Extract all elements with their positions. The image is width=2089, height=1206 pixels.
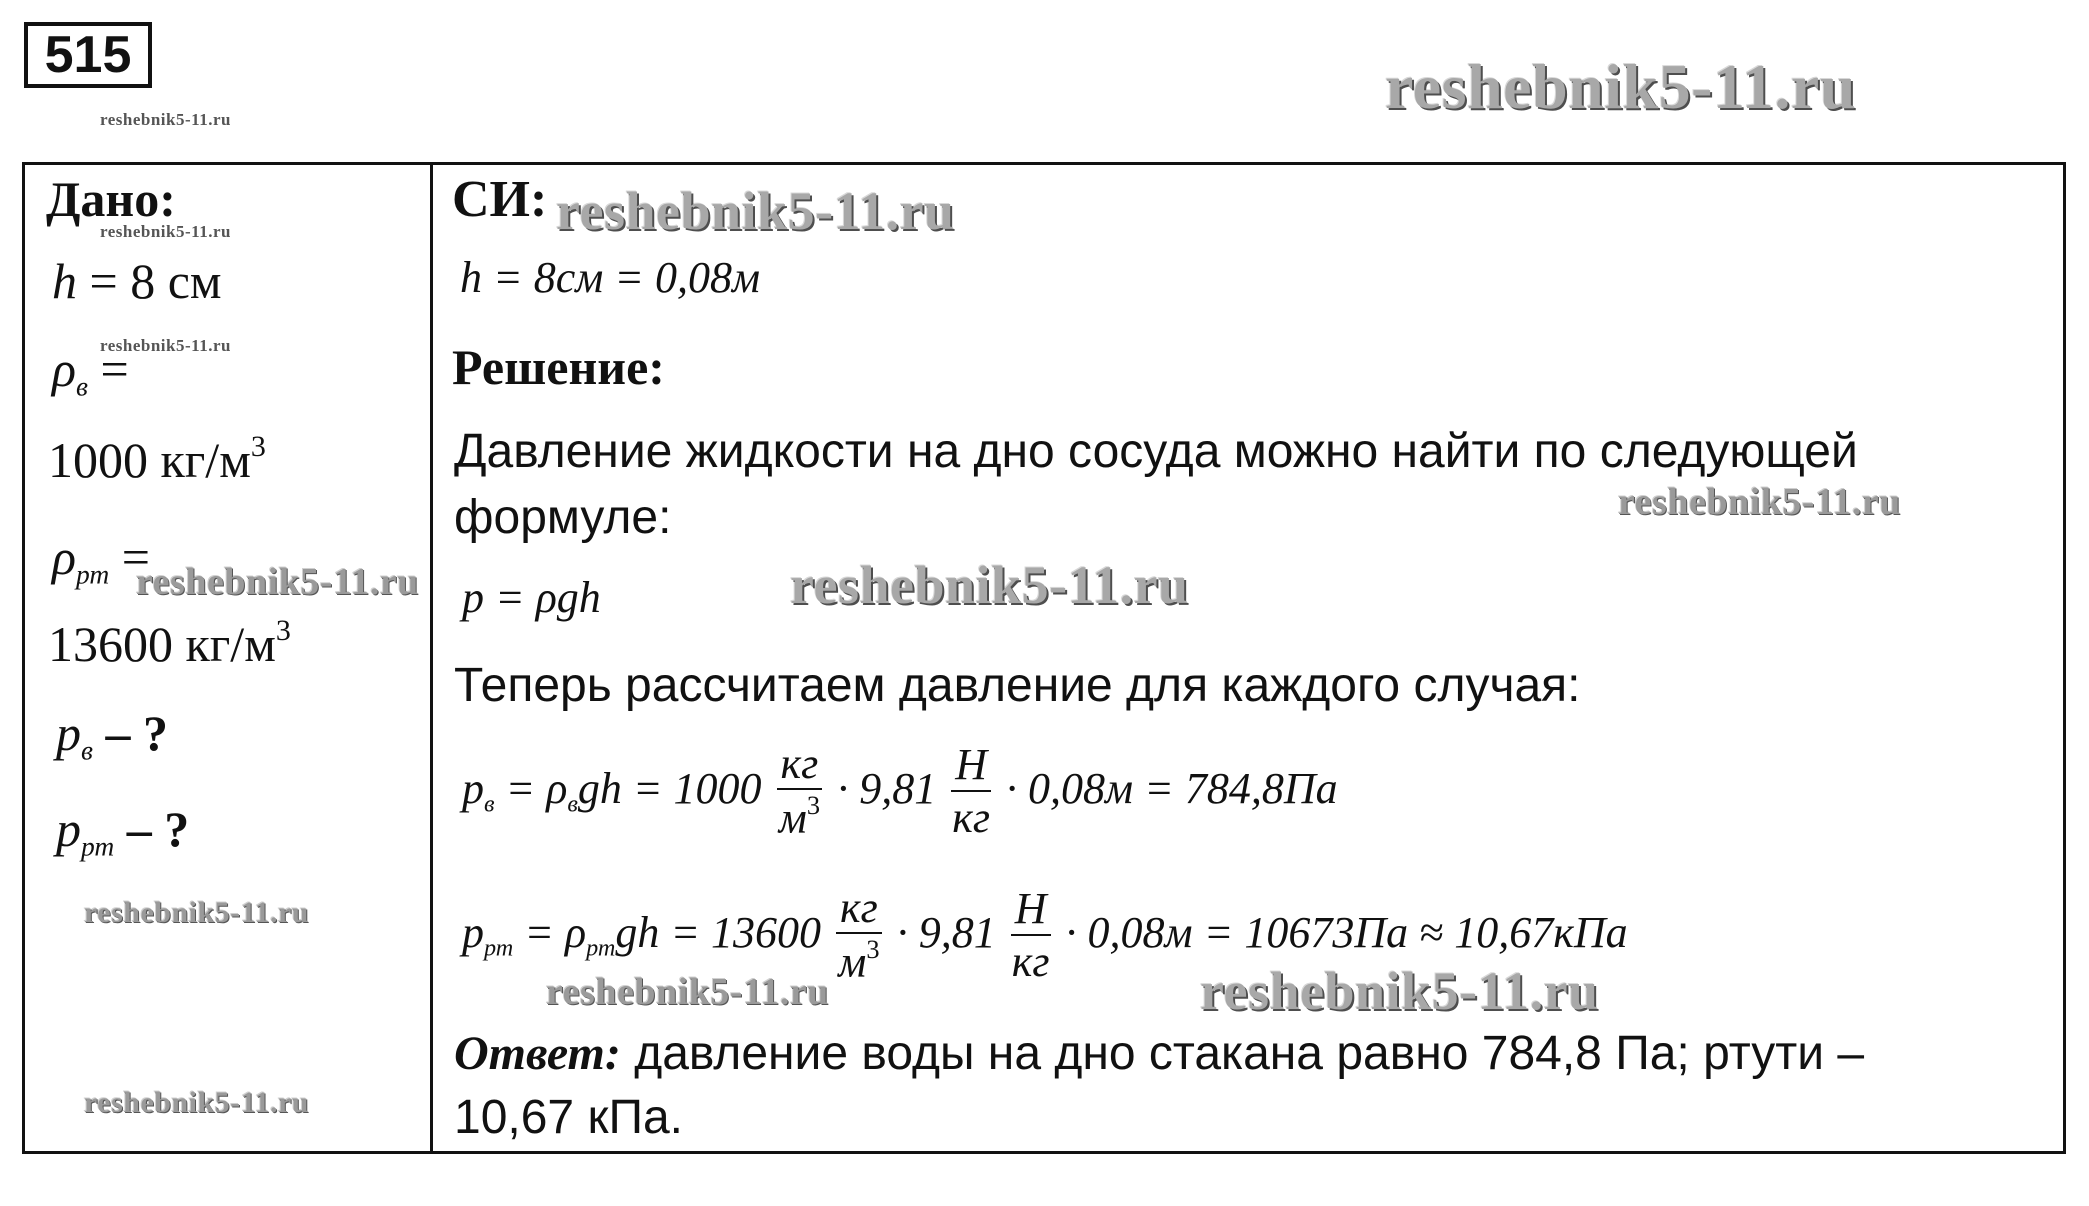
unknown-p-mercury — [56, 800, 189, 863]
eq2-mid-sub: рт — [586, 934, 616, 962]
watermark: reshebnik5-11.ru — [84, 896, 309, 929]
eq1-mid: = ρ — [505, 763, 568, 813]
answer-line2: 10,67 кПа. — [454, 1091, 683, 1144]
pressure-formula: p = ρgh — [462, 573, 601, 622]
watermark: reshebnik5-11.ru — [1385, 51, 1856, 122]
eq1-result: · 0,08м = 784,8Па — [1006, 763, 1338, 813]
p-w-sub: в — [81, 734, 93, 766]
watermark: reshebnik5-11.ru — [100, 336, 231, 355]
column-divider — [430, 162, 433, 1154]
p-w-symbol: p — [56, 705, 81, 761]
rho-m-sub: рт — [76, 558, 110, 590]
h-symbol: h — [52, 253, 77, 309]
eq2-lhs: p — [462, 907, 484, 957]
eq2-mid: = ρ — [524, 907, 587, 957]
eq2-result: · 0,08м = 10673Па ≈ 10,67кПа — [1065, 907, 1628, 957]
watermark: reshebnik5-11.ru — [84, 1086, 309, 1119]
watermark: reshebnik5-11.ru — [790, 555, 1189, 615]
eq1-lhs-sub: в — [484, 790, 495, 818]
problem-number: 515 — [24, 22, 152, 88]
rho-m-eq: = — [121, 529, 150, 585]
si-conversion: h = 8см = 0,08м — [460, 253, 761, 302]
rho-w-value: 1000 кг/м — [48, 432, 251, 488]
given-h — [52, 252, 222, 310]
si-title: СИ: — [452, 171, 548, 228]
eq2-fraction-g-unit: $\frac{Н}{кг}$ — [1011, 884, 1050, 986]
rho-w-sub: в — [76, 370, 88, 402]
eq1-mid2: gh = 1000 — [577, 763, 762, 813]
given-rho-water-value — [48, 430, 266, 489]
watermark: reshebnik5-11.ru — [1618, 481, 1901, 523]
eq1-fraction-g-unit: $\frac{Н}{кг}$ — [952, 740, 991, 842]
watermark: reshebnik5-11.ru — [556, 181, 955, 241]
p-m-question: – ? — [126, 801, 190, 857]
watermark: reshebnik5-11.ru — [1200, 961, 1599, 1021]
rho-m-symbol: ρ — [52, 529, 76, 585]
solution-intro-line1: Давление жидкости на дно сосуда можно найти по следующей — [454, 425, 1858, 478]
watermark: reshebnik5-11.ru — [136, 561, 419, 603]
eq1-g: · 9,81 — [837, 763, 937, 813]
given-title: Дано: — [46, 171, 176, 227]
rho-w-symbol: ρ — [52, 341, 76, 397]
unknown-p-water — [56, 704, 168, 767]
answer-text-1: давление воды на дно стакана равно 784,8 Па; ртути – — [634, 1027, 1865, 1080]
eq2-mid2: gh = 13600 — [615, 907, 822, 957]
eq2-lhs-sub: рт — [484, 934, 514, 962]
p-w-question: – ? — [105, 705, 168, 761]
rho-m-exp: 3 — [275, 614, 291, 647]
h-value: = 8 см — [89, 253, 222, 309]
given-rho-mercury-value — [48, 614, 291, 673]
answer-label: Ответ: — [454, 1027, 621, 1080]
eq2-fraction-density-unit: $\frac{кг}{м^3}$ — [836, 884, 882, 990]
eq1-fraction-density-unit: $\frac{кг}{м^3}$ — [777, 740, 823, 846]
equation-water — [462, 740, 1338, 846]
solution-title: Решение: — [452, 339, 665, 395]
rho-m-value: 13600 кг/м — [48, 616, 276, 672]
eq1-lhs: p — [462, 763, 484, 813]
eq2-g: · 9,81 — [896, 907, 996, 957]
case-text: Теперь рассчитаем давление для каждого случая: — [454, 659, 1581, 712]
given-rho-water — [52, 340, 129, 403]
solution-intro-line2: формуле: — [454, 491, 672, 544]
p-m-symbol: p — [56, 801, 81, 857]
p-m-sub: рт — [81, 830, 115, 862]
eq1-mid-sub: в — [567, 790, 578, 818]
watermark: reshebnik5-11.ru — [100, 222, 231, 241]
rho-w-exp: 3 — [250, 430, 266, 463]
rho-w-eq: = — [100, 341, 129, 397]
watermark: reshebnik5-11.ru — [100, 110, 231, 129]
answer-line1 — [454, 1026, 1864, 1081]
watermark: reshebnik5-11.ru — [546, 971, 829, 1013]
